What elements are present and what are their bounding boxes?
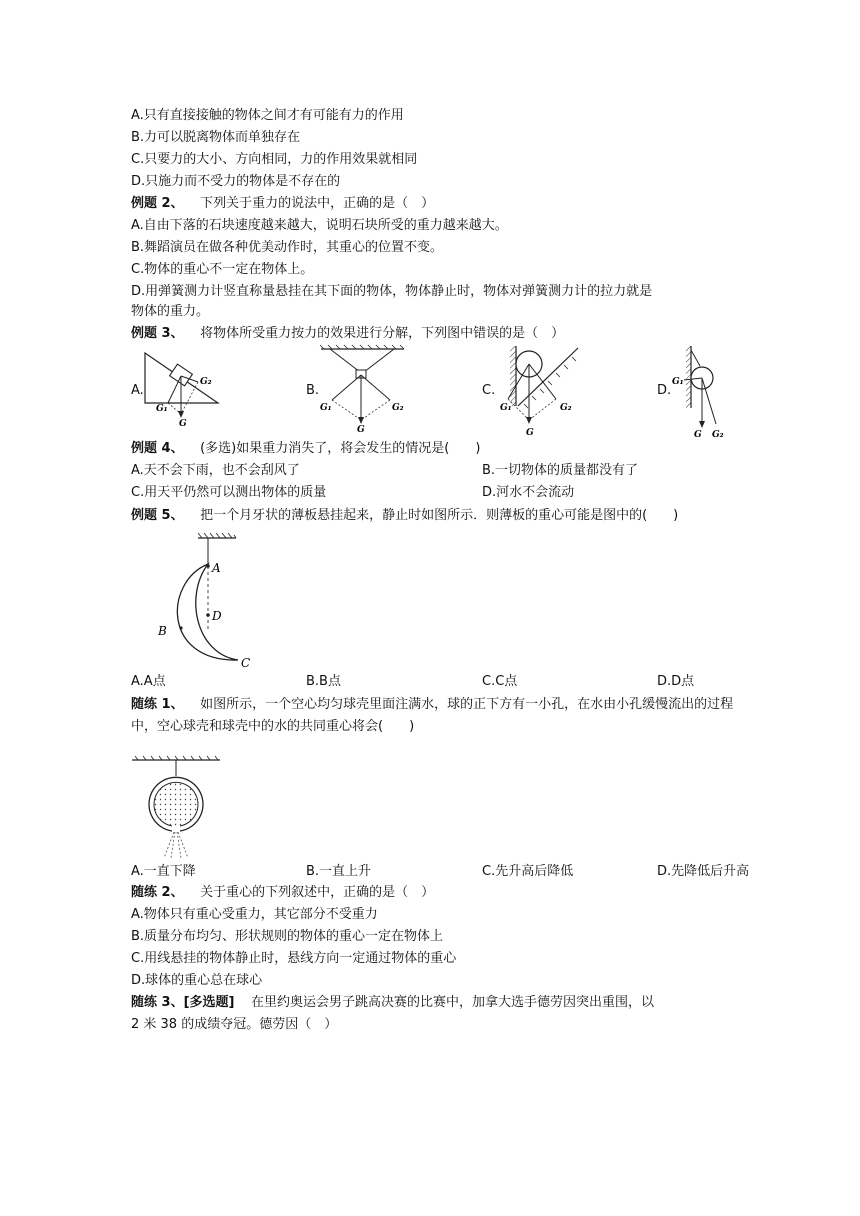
ex5-option-a: A.A点 <box>131 674 166 689</box>
ex5-point-c-label: C <box>241 656 251 670</box>
pr1-stem-line2: 中，空心球壳和球壳中的水的共同重心将会( ) <box>131 719 415 734</box>
pr2-option-c: C.用线悬挂的物体静止时，悬线方向一定通过物体的重心 <box>131 951 457 966</box>
pr2-stem: 关于重心的下列叙述中，正确的是（ ） <box>200 885 435 900</box>
ex4-stem: (多选)如果重力消失了，将会发生的情况是( ) <box>200 441 481 456</box>
ex5-label: 例题 5、 <box>131 508 184 523</box>
ex2-question <box>131 195 434 213</box>
pr3-label: 随练 3、[多选题] <box>131 995 235 1010</box>
pr1-option-b: B.一直上升 <box>306 864 372 879</box>
ex5-stem: 把一个月牙状的薄板悬挂起来，静止时如图所示．则薄板的重心可能是图中的( ) <box>200 508 679 523</box>
ex5-option-c: C.C点 <box>482 674 518 689</box>
ex2-option-d-cont: 物体的重力。 <box>131 304 210 319</box>
ex2-option-b: B.舞蹈演员在做各种优美动作时，其重心的位置不变。 <box>131 240 444 255</box>
q1-option-c: C.只要力的大小、方向相同，力的作用效果就相同 <box>131 152 418 167</box>
q1-option-a: A.只有直接接触的物体之间才有可能有力的作用 <box>131 108 404 123</box>
ex3-c-g2-label: G₂ <box>560 403 572 413</box>
ex5-crescent-figure <box>150 530 260 672</box>
ex4-option-c: C.用天平仍然可以测出物体的质量 <box>131 485 327 500</box>
pr3-question <box>131 994 654 1012</box>
ex3-a-g1-label: G₁ <box>156 404 168 414</box>
pr2-label: 随练 2、 <box>131 885 184 900</box>
ex3-option-c: C. <box>482 383 496 398</box>
ex5-point-a-label: A <box>212 561 221 575</box>
pr1-option-a: A.一直下降 <box>131 864 196 879</box>
ex3-option-d: D. <box>657 383 672 398</box>
ex4-option-b: B.一切物体的质量都没有了 <box>482 463 639 478</box>
pr2-question <box>131 884 434 902</box>
ex2-stem: 下列关于重力的说法中，正确的是（ ） <box>200 196 435 211</box>
pr1-stem-line1: 如图所示，一个空心均匀球壳里面注满水，球的正下方有一小孔，在水由小孔缓慢流出的过程 <box>200 697 734 712</box>
ex3-c-g-label: G <box>526 428 534 438</box>
pr1-label: 随练 1、 <box>131 697 184 712</box>
pr1-question <box>131 696 733 714</box>
ex3-d-g-label: G <box>694 430 702 440</box>
ex3-b-g-label: G <box>357 425 365 432</box>
ex3-c-g1-label: G₁ <box>500 403 512 413</box>
ex3-a-g2-label: G₂ <box>200 377 212 387</box>
ex3-label: 例题 3、 <box>131 326 184 341</box>
q1-option-d: D.只施力而不受力的物体是不存在的 <box>131 174 341 189</box>
ex2-label: 例题 2、 <box>131 196 184 211</box>
ex3-figure-b <box>316 344 406 432</box>
ex5-point-d-label: D <box>212 609 222 623</box>
ex4-option-a: A.天不会下雨，也不会刮风了 <box>131 463 300 478</box>
ex4-question <box>131 440 480 458</box>
ex3-figure-c <box>500 344 590 440</box>
pr2-option-a: A.物体只有重心受重力，其它部分不受重力 <box>131 907 378 922</box>
ex2-option-c: C.物体的重心不一定在物体上。 <box>131 262 314 277</box>
ex3-option-b: B. <box>306 383 320 398</box>
ex4-option-d: D.河水不会流动 <box>482 485 575 500</box>
ex3-option-a: A. <box>131 383 144 398</box>
ex5-option-d: D.D点 <box>657 674 695 689</box>
ex3-a-g-label: G <box>179 419 187 428</box>
pr3-stem-line2: 2 米 38 的成绩夺冠。德劳因（ ） <box>131 1017 338 1032</box>
ex2-option-a: A.自由下落的石块速度越来越大，说明石块所受的重力越来越大。 <box>131 218 508 233</box>
ex3-stem: 将物体所受重力按力的效果进行分解，下列图中错误的是（ ） <box>200 326 565 341</box>
ex5-option-b: B.B点 <box>306 674 341 689</box>
ex5-point-b-label: B <box>158 624 167 638</box>
pr1-option-d: D.先降低后升高 <box>657 864 750 879</box>
ex3-d-g2-label: G₂ <box>712 430 724 440</box>
pr2-option-b: B.质量分布均匀、形状规则的物体的重心一定在物体上 <box>131 929 444 944</box>
ex2-option-d: D.用弹簧测力计竖直称量悬挂在其下面的物体，物体静止时，物体对弹簧测力计的拉力就是 <box>131 284 653 299</box>
ex3-b-g1-label: G₁ <box>320 403 332 413</box>
pr1-option-c: C.先升高后降低 <box>482 864 574 879</box>
pr3-stem-line1: 在里约奥运会男子跳高决赛的比赛中，加拿大选手德劳因突出重围，以 <box>251 995 655 1010</box>
ex4-label: 例题 4、 <box>131 441 184 456</box>
pr1-shell-figure <box>128 752 224 860</box>
ex3-figure-d <box>670 344 730 440</box>
ex3-d-g1-label: G₁ <box>672 377 684 387</box>
ex3-figure-a <box>140 348 220 428</box>
pr2-option-d: D.球体的重心总在球心 <box>131 973 263 988</box>
q1-option-b: B.力可以脱离物体而单独存在 <box>131 130 301 145</box>
ex3-b-g2-label: G₂ <box>392 403 404 413</box>
ex5-question <box>131 507 678 525</box>
ex3-question <box>131 325 564 343</box>
